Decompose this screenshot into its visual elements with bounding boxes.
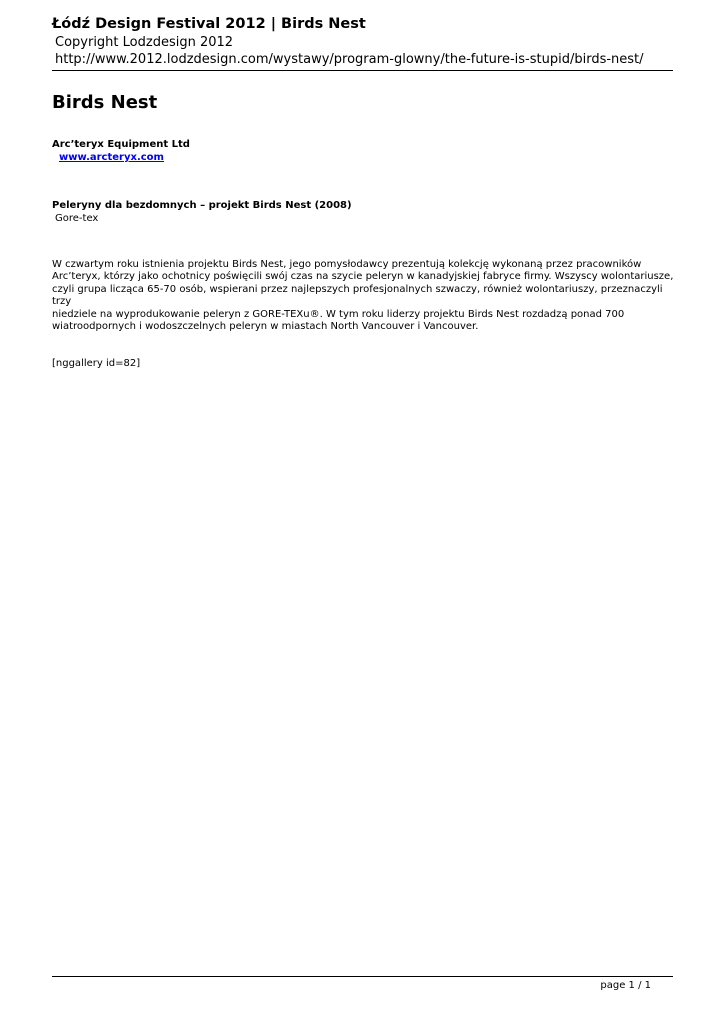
company-website-link[interactable]: www.arcteryx.com (59, 152, 164, 163)
company-block (52, 138, 190, 164)
project-material: Gore-tex (55, 213, 99, 224)
page-footer (52, 976, 673, 991)
project-block (52, 199, 352, 225)
header-copyright: Copyright Lodzdesign 2012 (55, 35, 234, 50)
body-paragraph (52, 259, 677, 333)
company-name: Arc’teryx Equipment Ltd (52, 139, 190, 150)
body-line: W czwartym roku istnienia projektu Birds Nest, jego pomysłodawcy prezentują kolekcję wykonaną przez pracowników (52, 259, 642, 270)
header-title: Łódź Design Festival 2012 | Birds Nest (52, 16, 366, 32)
body-line: niedziele na wyprodukowanie peleryn z GORE-TEXu®. W tym roku liderzy projektu Birds Nest rozdadzą ponad 700 (52, 308, 625, 320)
body-line: wiatroodpornych i wodoszczelnych peleryn w miastach North Vancouver i Vancouver. (52, 321, 479, 333)
body-line: czyli grupa licząca 65-70 osób, wspierani przez najlepszych profesjonalnych szwaczy, również wolontariuszy, przeznaczyli trzy (52, 283, 663, 308)
gallery-shortcode: [nggallery id=82] (52, 358, 141, 369)
page-number: page 1 / 1 (600, 980, 651, 991)
body-line: Arc’teryx, którzy jako ochotnicy poświęcili swój czas na szycie peleryn w kanadyjskiej fabryce firmy. Wszyscy wolontariusze, (52, 271, 674, 283)
article-title: Birds Nest (52, 92, 158, 113)
page-header (52, 15, 673, 71)
header-url: http://www.2012.lodzdesign.com/wystawy/program-glowny/the-future-is-stupid/birds-nest/ (55, 52, 644, 67)
project-title: Peleryny dla bezdomnych – projekt Birds Nest (2008) (52, 200, 352, 211)
